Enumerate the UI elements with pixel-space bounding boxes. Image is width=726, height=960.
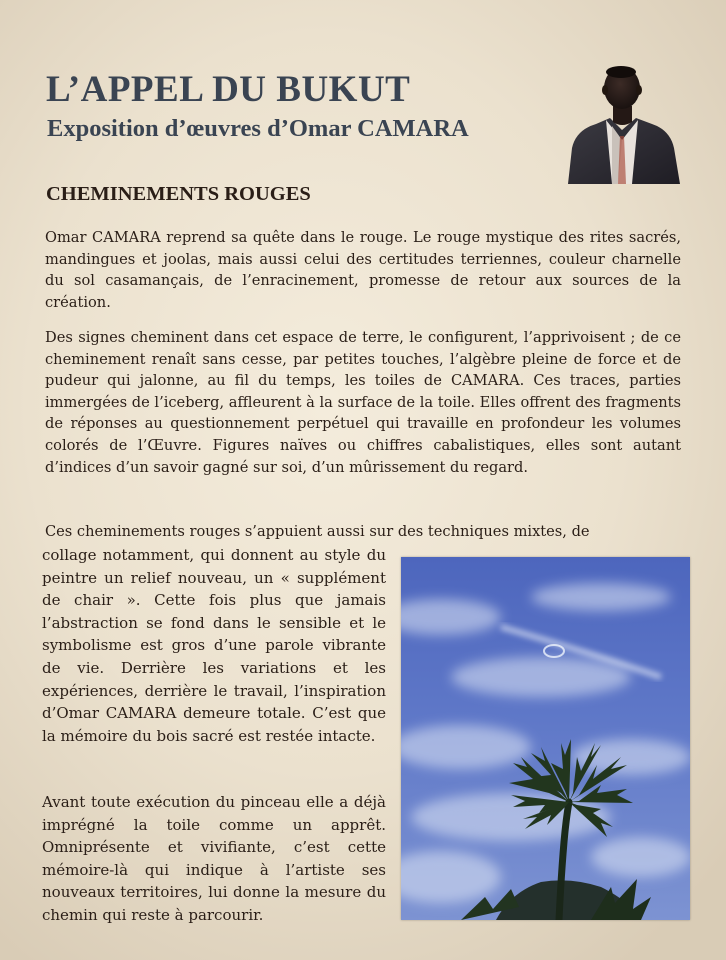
paragraph-2: Des signes cheminent dans cet espace de terre, le configurent, l’apprivoisent ; de ce cheminement renaît sans cesse, par petites touches, l’algèbre pleine de force et de pudeur qui jalonne, au fil du temps, les toiles de CAMARA. Ces traces, parties immergées de l’iceberg, affleurent à la surface de la toile. Elles offrent des fragments de réponses au questionnement perpétuel qui travaille en profondeur les volumes colorés de l’Œuvre. Figures naïves ou chiffres cabalistiques, elles sont autant d’indices d’un savoir gagné sur soi, d’un mûrissement du regard. — [45, 329, 681, 476]
section-heading: CHEMINEMENTS ROUGES — [46, 183, 311, 205]
paragraph-3: collage notamment, qui donnent au style du peintre un relief nouveau, un « supplément de chair ». Cette fois plus que jamais l’abstraction se fond dans le sensible et le symbolisme est gros d’une parole vibrante de vie. Derrière les variations et les expériences, derrière le travail, l’inspiration d’Omar CAMARA demeure totale. C’est que la mémoire du bois sacré est restée intacte. — [42, 546, 386, 745]
sky-palm-photo — [401, 557, 690, 920]
page-title: L’APPEL DU BUKUT — [46, 69, 411, 110]
page-subtitle: Exposition d’œuvres d’Omar CAMARA — [47, 115, 469, 142]
paragraph-1: Omar CAMARA reprend sa quête dans le rouge. Le rouge mystique des rites sacrés, mandingues et joolas, mais aussi celui des certitudes terriennes, couleur charnelle du sol casamançais, de l’enracinement, promesse de retour aux sources de la création. — [45, 229, 681, 311]
paragraph-3-first-line: Ces cheminements rouges s’appuient aussi sur des techniques mixtes, de — [45, 523, 590, 540]
artist-portrait — [566, 64, 682, 184]
paragraph-4: Avant toute exécution du pinceau elle a déjà imprégné la toile comme un apprêt. Omniprésente et vivifiante, c’est cette mémoire-là qui indique à l’artiste ses nouveaux territoires, lui donne la mesure du chemin qui reste à parcourir. — [42, 793, 386, 924]
